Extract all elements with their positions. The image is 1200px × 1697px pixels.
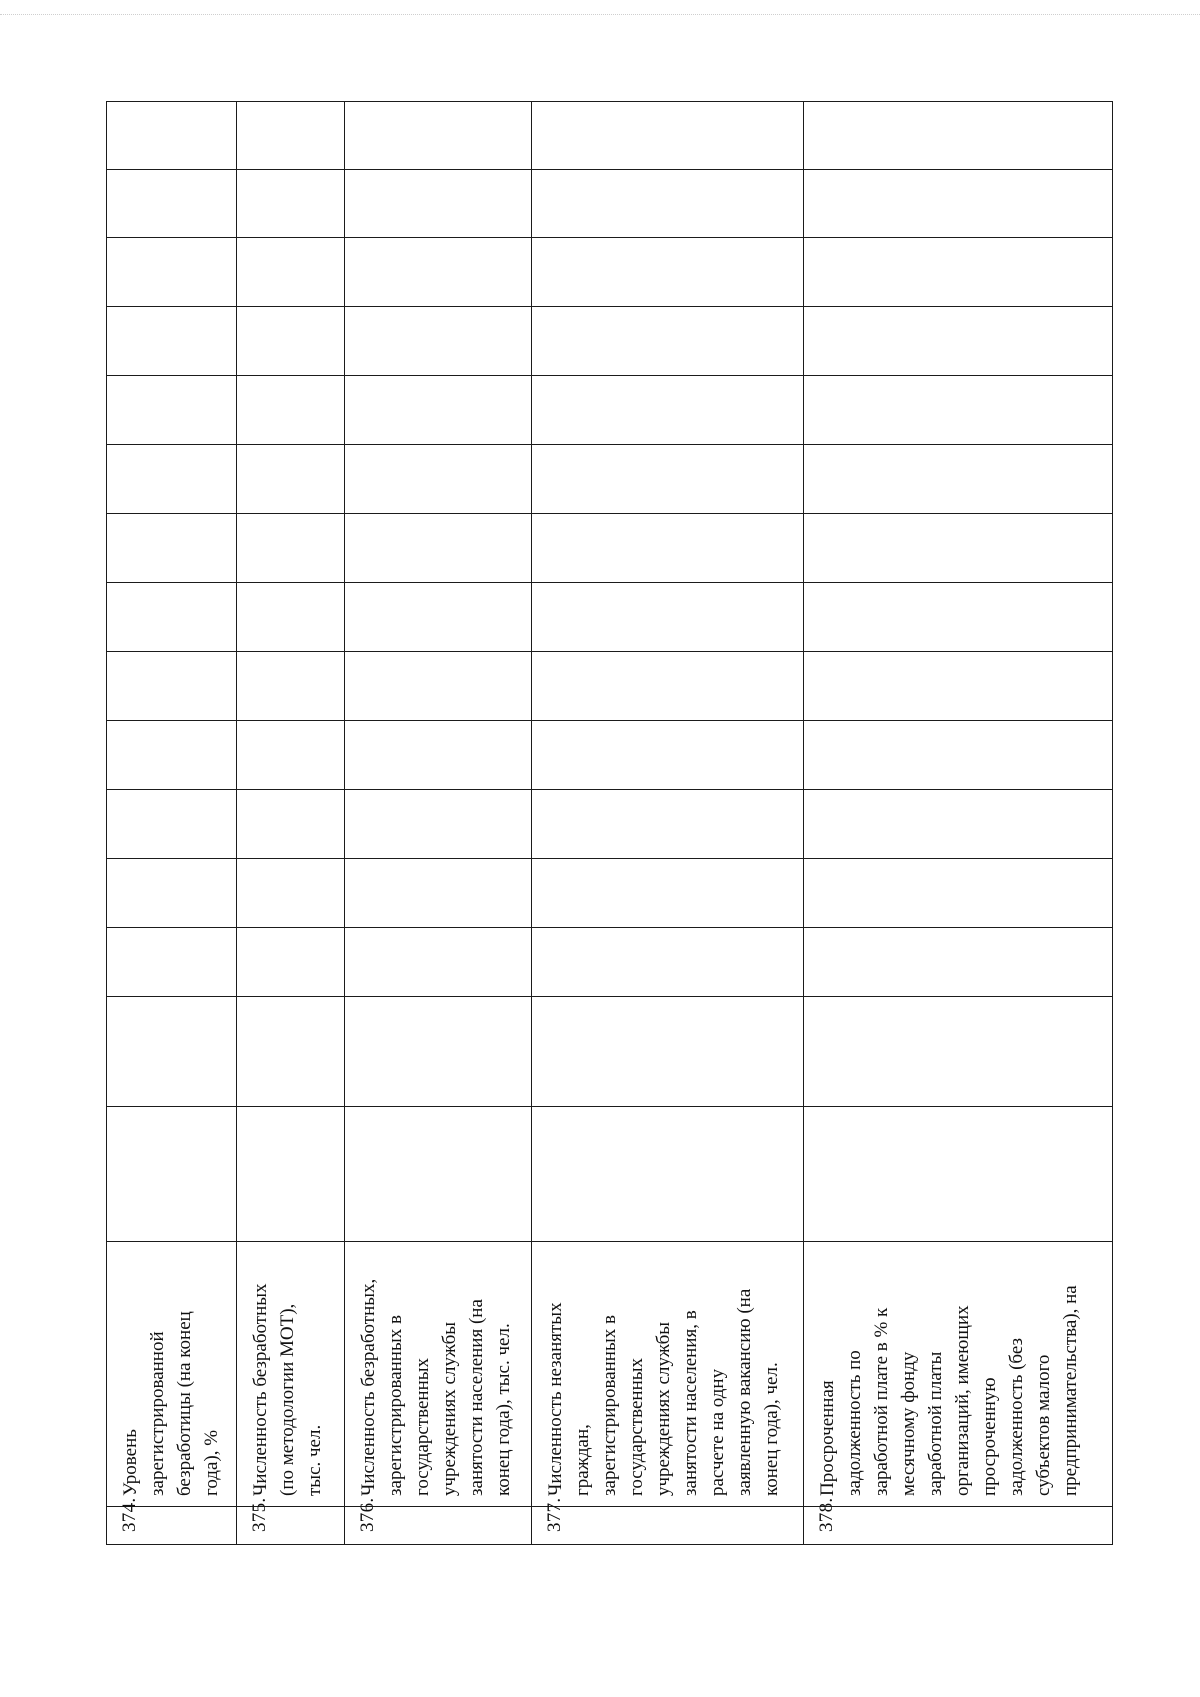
value-cell xyxy=(345,790,532,859)
value-cell xyxy=(804,790,1113,859)
value-cell xyxy=(804,445,1113,514)
value-cell xyxy=(107,170,237,238)
value-cell xyxy=(804,307,1113,376)
value-cell xyxy=(345,652,532,721)
value-cell xyxy=(345,997,532,1107)
value-cell xyxy=(804,652,1113,721)
value-cell xyxy=(237,170,345,238)
row-number: 374. xyxy=(107,1507,237,1545)
value-cell xyxy=(345,238,532,307)
value-cell xyxy=(532,652,804,721)
value-cell xyxy=(532,928,804,997)
table-row xyxy=(345,102,532,1545)
value-cell xyxy=(107,790,237,859)
value-cell xyxy=(237,583,345,652)
value-cell xyxy=(804,170,1113,238)
table-row xyxy=(804,102,1113,1545)
value-cell xyxy=(237,859,345,928)
indicator-name: Численность безработных (по методологии МОТ), тыс. чел. xyxy=(237,1242,345,1507)
value-cell xyxy=(107,376,237,445)
value-cell xyxy=(237,445,345,514)
value-cell xyxy=(237,928,345,997)
indicator-name: Численность незанятых граждан, зарегистрированных в государственных учреждениях службы занятости населения, в расчете на одну заявленную вакансию (на конец года), чел. xyxy=(532,1242,804,1507)
value-cell xyxy=(237,102,345,170)
value-cell xyxy=(345,514,532,583)
row-number: 377. xyxy=(532,1507,804,1545)
value-cell xyxy=(532,583,804,652)
value-cell xyxy=(107,928,237,997)
value-cell xyxy=(532,376,804,445)
value-cell xyxy=(532,859,804,928)
value-cell xyxy=(532,445,804,514)
value-cell xyxy=(345,170,532,238)
value-cell xyxy=(107,238,237,307)
value-cell xyxy=(237,997,345,1107)
indicator-name: Просроченная задолженность по заработной плате в % к месячному фонду заработной платы организаций, имеющих просроченную задолженность (без субъектов малого предпринимательства), на xyxy=(804,1242,1113,1507)
value-cell xyxy=(804,514,1113,583)
value-cell xyxy=(532,790,804,859)
value-cell xyxy=(107,445,237,514)
value-cell xyxy=(237,376,345,445)
value-cell xyxy=(237,238,345,307)
rotated-table-container xyxy=(106,112,1112,1545)
value-cell xyxy=(237,790,345,859)
value-cell xyxy=(345,928,532,997)
value-cell xyxy=(237,514,345,583)
value-cell xyxy=(804,1107,1113,1242)
page-top-edge xyxy=(0,14,1200,15)
indicator-table xyxy=(106,101,1113,1545)
value-cell xyxy=(345,445,532,514)
value-cell xyxy=(804,376,1113,445)
value-cell xyxy=(345,721,532,790)
value-cell xyxy=(107,859,237,928)
value-cell xyxy=(532,514,804,583)
value-cell xyxy=(532,1107,804,1242)
value-cell xyxy=(345,102,532,170)
value-cell xyxy=(532,307,804,376)
table-row xyxy=(532,102,804,1545)
value-cell xyxy=(804,102,1113,170)
value-cell xyxy=(804,721,1113,790)
value-cell xyxy=(345,859,532,928)
row-number: 378. xyxy=(804,1507,1113,1545)
value-cell xyxy=(804,997,1113,1107)
table-row xyxy=(237,102,345,1545)
table-row xyxy=(107,102,237,1545)
value-cell xyxy=(532,721,804,790)
value-cell xyxy=(237,721,345,790)
value-cell xyxy=(532,997,804,1107)
value-cell xyxy=(237,652,345,721)
row-number: 375. xyxy=(237,1507,345,1545)
value-cell xyxy=(804,859,1113,928)
value-cell xyxy=(532,170,804,238)
row-number: 376. xyxy=(345,1507,532,1545)
value-cell xyxy=(804,238,1113,307)
value-cell xyxy=(107,583,237,652)
value-cell xyxy=(237,307,345,376)
value-cell xyxy=(345,307,532,376)
value-cell xyxy=(237,1107,345,1242)
indicator-name: Численность безработных, зарегистрированных в государственных учреждениях службы занятости населения (на конец года), тыс. чел. xyxy=(345,1242,532,1507)
value-cell xyxy=(107,652,237,721)
value-cell xyxy=(345,583,532,652)
value-cell xyxy=(107,1107,237,1242)
value-cell xyxy=(107,102,237,170)
value-cell xyxy=(107,997,237,1107)
value-cell xyxy=(107,721,237,790)
value-cell xyxy=(107,514,237,583)
indicator-name: Уровень зарегистрированной безработицы (на конец года), % xyxy=(107,1242,237,1507)
value-cell xyxy=(345,376,532,445)
value-cell xyxy=(804,583,1113,652)
value-cell xyxy=(532,238,804,307)
value-cell xyxy=(107,307,237,376)
value-cell xyxy=(804,928,1113,997)
value-cell xyxy=(532,102,804,170)
value-cell xyxy=(345,1107,532,1242)
